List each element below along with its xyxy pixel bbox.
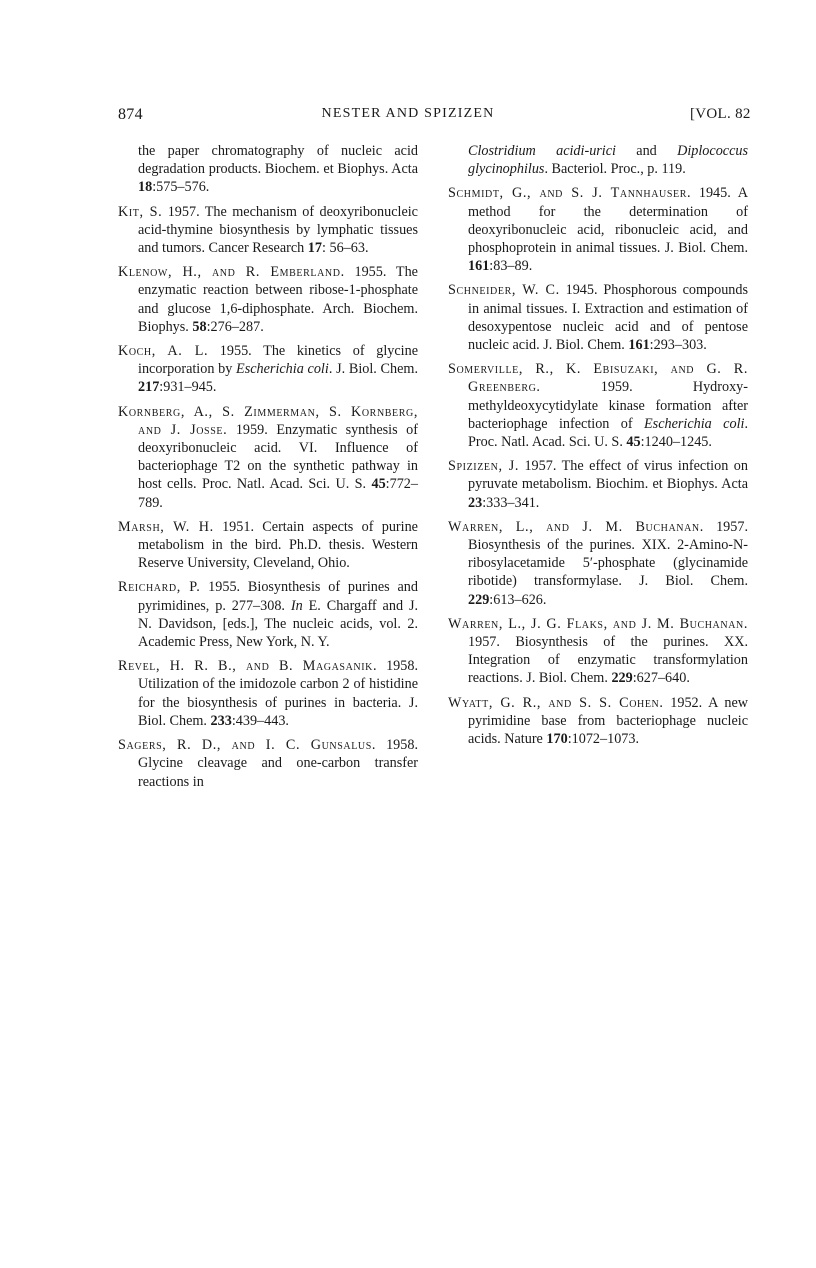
reference-text: 1958. Glycine cleavage and one-carbon transfer reactions in [138, 737, 419, 790]
reference-pages: :1072–1073. [567, 731, 640, 748]
reference-pages: :1240–1245. [640, 434, 712, 451]
reference-text: 1955. The enzymatic reaction between ribose-1-phosphate and glucose 1,6-diphosphate. Arch. Biochem. Biophys. [138, 264, 418, 335]
reference-text: . Bacteriol. Proc., p. 119. [544, 161, 686, 178]
reference-authors: Schneider, W. C. [448, 282, 560, 299]
reference-volume: 45 [626, 434, 641, 451]
reference-volume: 45 [371, 476, 386, 493]
volume-label: [VOL. 82 [690, 106, 751, 122]
reference-text: 1958. Utilization of the imidozole carbon 2 of histidine for the biosynthesis of purines in bacteria. J. Biol. Chem. [138, 658, 419, 729]
reference-pages: :333–341. [482, 494, 540, 511]
reference-volume: 229 [468, 591, 490, 608]
reference-pages: :613–626. [489, 591, 547, 608]
reference-entry [118, 518, 418, 573]
reference-entry [118, 578, 418, 651]
reference-authors: Marsh, W. H. [118, 518, 214, 535]
reference-text: E. Chargaff and J. N. Davidson, [eds.], The nucleic acids, vol. 2. Academic Press, New York, N. Y. [138, 597, 419, 651]
reference-authors: Klenow, H., and R. Emberland. [118, 264, 345, 281]
reference-text: . J. Biol. Chem. [328, 361, 418, 378]
reference-entry [118, 342, 418, 397]
reference-authors: Reichard, P. [118, 579, 201, 596]
reference-entry [118, 403, 418, 512]
reference-text: 1957. The mechanism of deoxyribonucleic acid-thymine biosynthesis by lymphatic tissues and tumors. Cancer Research [138, 203, 418, 257]
reference-entry [448, 281, 748, 354]
reference-text: 1957. Biosynthesis of the purines. XIX. 2-Amino-N-ribosylacetamide 5′-phosphate (glycinamide ribotide) transformylase. J. Biol. Chem. [468, 518, 748, 590]
reference-text: and [615, 143, 678, 159]
reference-authors: Warren, L., and J. M. Buchanan. [448, 518, 704, 535]
reference-text: 1945. Phosphorous compounds in animal tissues. I. Extraction and estimation of desoxypentose nucleic acid and of pentose nucleic acid. J. Biol. Chem. [468, 282, 749, 354]
reference-entry [448, 518, 748, 609]
reference-pages: :293–303. [649, 337, 707, 354]
reference-volume: 233 [210, 712, 232, 729]
left-column [118, 142, 418, 797]
right-column [448, 142, 748, 754]
reference-text: 1951. Certain aspects of purine metabolism in the bird. Ph.D. thesis. Western Reserve University, Cleveland, Ohio. [138, 518, 418, 572]
reference-entry [448, 142, 748, 178]
reference-pages: :575–576. [152, 179, 210, 196]
reference-volume: 23 [468, 494, 483, 511]
reference-pages: : 56–63. [321, 240, 369, 257]
reference-text: 1952. A new pyrimidine base from bacteriophage nucleic acids. Nature [468, 694, 748, 748]
reference-entry [448, 360, 748, 451]
reference-entry [448, 457, 748, 512]
running-title: NESTER AND SPIZIZEN [321, 106, 495, 121]
reference-authors: Somerville, R., K. Ebisuzaki, and G. R. Greenberg. [448, 361, 748, 396]
reference-authors: Koch, A. L. [118, 343, 209, 360]
reference-pages: :439–443. [231, 712, 289, 729]
reference-authors: Spizizen, J. [448, 458, 519, 475]
reference-species: Escherichia coli [644, 415, 745, 432]
page-header [0, 106, 816, 130]
reference-text: 1945. A method for the determination of deoxyribonucleic acid, ribonucleic acid, and phosphoprotein in animal tissues. J. Biol. Chem. [468, 185, 748, 257]
reference-text: 1957. The effect of virus infection on pyruvate metabolism. Biochim. et Biophys. Acta [468, 458, 748, 493]
reference-volume: 229 [611, 670, 633, 687]
reference-text: 1955. Biosynthesis of purines and pyrimidines, p. 277–308. [138, 579, 418, 614]
reference-authors: Kit, S. [118, 203, 163, 220]
reference-authors: Sagers, R. D., and I. C. Gunsalus. [118, 737, 377, 754]
reference-volume: 217 [138, 379, 160, 396]
reference-entry [448, 694, 748, 749]
reference-text: 1955. The kinetics of glycine incorporation by [138, 343, 418, 378]
reference-authors: Revel, H. R. B., and B. Magasanik. [118, 658, 378, 675]
page-number: 874 [118, 106, 143, 123]
reference-entry [118, 657, 418, 730]
reference-entry [118, 263, 418, 336]
reference-pages: :772–789. [138, 476, 418, 511]
reference-entry [118, 203, 418, 258]
reference-volume: 58 [192, 318, 207, 335]
reference-volume: 161 [628, 337, 650, 354]
reference-authors: Schmidt, G., and S. J. Tannhauser. [448, 185, 692, 202]
reference-pages: :276–287. [206, 318, 264, 335]
reference-entry [118, 142, 418, 197]
reference-entry [448, 615, 748, 688]
reference-species: Escherichia coli [236, 361, 329, 378]
reference-authors: Kornberg, A., S. Zimmerman, S. Kornberg, and J. Josse. [118, 403, 418, 438]
reference-text: 1959. Enzymatic synthesis of deoxyribonucleic acid. VI. Influence of bacteriophage T2 on the synthetic pathway in host cells. Proc. Natl. Acad. Sci. U. S. [138, 421, 418, 493]
reference-authors: Warren, L., J. G. Flaks, and J. M. Buchanan. [448, 615, 748, 632]
reference-in: In [290, 597, 303, 614]
reference-pages: :627–640. [632, 670, 690, 687]
reference-volume: 17 [307, 240, 322, 257]
reference-authors: Wyatt, G. R., and S. S. Cohen. [448, 694, 664, 711]
reference-text: 1959. Hydroxy-methyldeoxycytidylate kinase formation after bacteriophage infection of [468, 379, 748, 432]
reference-pages: :83–89. [489, 258, 533, 275]
reference-volume: 170 [546, 731, 568, 748]
reference-volume: 18 [138, 179, 153, 196]
reference-entry [448, 184, 748, 275]
reference-species: Clostridium acidi-urici [468, 143, 616, 159]
reference-text: the paper chromatography of nucleic acid degradation products. Biochem. et Biophys. Acta [138, 143, 418, 178]
reference-volume: 161 [468, 258, 490, 275]
reference-text: . Proc. Natl. Acad. Sci. U. S. [468, 415, 748, 451]
reference-text: 1957. Biosynthesis of the purines. XX. Integration of enzymatic transformylation reactions. J. Biol. Chem. [468, 634, 748, 687]
reference-pages: :931–945. [159, 379, 217, 396]
reference-entry [118, 736, 418, 791]
reference-species: Diplococcus glycinophilus [468, 143, 748, 178]
